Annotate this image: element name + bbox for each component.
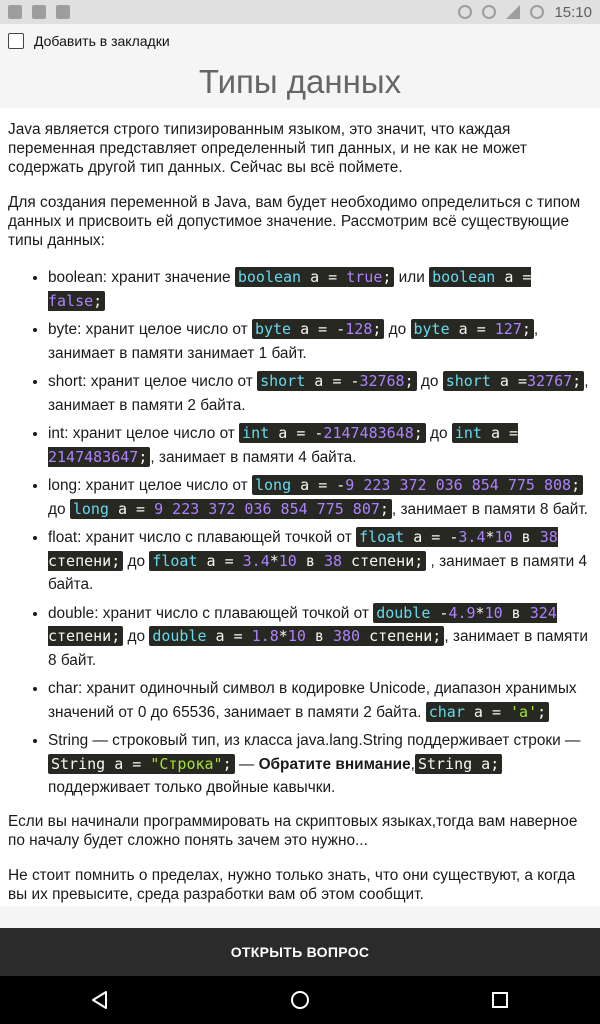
list-item-long: • long: хранит целое число от long a = -9 223 372 036 854 775 808; до long a = 9 223 372 036 854 775 807; , занимает в памяти 8 байт.	[48, 474, 592, 521]
list-item-boolean: • boolean: хранит значение boolean a = true; или boolean a = false;	[48, 266, 592, 313]
code-snippet: boolean a = false;	[48, 268, 532, 310]
back-button[interactable]	[76, 976, 124, 1024]
image-notification-icon	[8, 5, 22, 19]
list-item-byte: • byte: хранит целое число от byte a = -128; до byte a = 127; , занимает в памяти занимает 1 байт.	[48, 318, 592, 365]
status-bar	[0, 0, 600, 24]
code-snippet: long a = -9 223 372 036 854 775 808;	[252, 475, 583, 495]
code-snippet: boolean a = true;	[235, 267, 395, 287]
page-title: Типы данных	[198, 63, 402, 100]
sync-icon	[530, 5, 544, 19]
list-item-string: • String — строковый тип, из класса java.lang.String поддерживает строки — String a = "Строка"; — Обратите внимание, String a; поддерживает только двойные кавычки.	[48, 729, 592, 800]
list-item-int: • int: хранит целое число от int a = -2147483648; до int a = 2147483647; , занимает в памяти 4 байта.	[48, 422, 592, 469]
code-snippet: short a = -32768;	[257, 371, 417, 391]
article-content	[0, 108, 600, 906]
list-item-char: • char: хранит одиночный символ в кодировке Unicode, диапазон хранимых значений от 0 до 65536, занимает в памяти 2 байта. char a = 'a';	[48, 677, 592, 724]
recents-button[interactable]	[476, 976, 524, 1024]
code-snippet: float a = -3.4*10 в 38 степени;	[48, 528, 558, 570]
bookmark-label: Добавить в закладки	[34, 33, 170, 49]
code-snippet: byte a = 127;	[411, 319, 534, 339]
intro-paragraph-1: Java является строго типизированным языком, это значит, что каждая переменная представляет определенный тип данных, и не как не может содержать другой тип данных. Сейчас вы всё поймете.	[8, 121, 527, 176]
code-snippet: int a = -2147483648;	[239, 423, 426, 443]
code-snippet: long a = 9 223 372 036 854 775 807;	[70, 499, 392, 519]
code-snippet: String a = "Строка";	[48, 754, 235, 774]
signal-icon	[506, 5, 520, 19]
list-item-float: • float: хранит число с плавающей точкой от float a = -3.4*10 в 38 степени; до float a = 3.4*10 в 38 степени; , занимает в памяти 4 байта.	[48, 526, 592, 597]
alarm-icon	[482, 5, 496, 19]
code-snippet: double a = 1.8*10 в 380 степени;	[149, 626, 444, 646]
list-item-double: • double: хранит число с плавающей точкой от double -4.9*10 в 324 степени; до double a = 1.8*10 в 380 степени; , занимает в памяти 8 байт.	[48, 602, 592, 673]
back-icon	[90, 990, 110, 1010]
app-notification-icon	[56, 5, 70, 19]
list-item-short: • short: хранит целое число от short a = -32768; до short a =32767; , занимает в памяти 2 байта.	[48, 370, 592, 417]
code-snippet: short a =32767;	[443, 371, 584, 391]
code-snippet: byte a = -128;	[252, 319, 384, 339]
recents-icon	[490, 990, 510, 1010]
code-snippet: int a = 2147483647;	[48, 424, 519, 466]
do-not-disturb-icon	[458, 5, 472, 19]
outro-paragraph-2: Не стоит помнить о пределах, нужно только знать, что они существуют, а когда вы их превысите, среда разработки вам об этом сообщит.	[8, 866, 576, 903]
intro-paragraph-2: Для создания переменной в Java, вам будет необходимо определиться с типом данных и присвоить ей допустимое значение. Рассмотрим всё существующие типы данных:	[8, 194, 581, 249]
outro-paragraph-1: Если вы начинали программировать на скриптовых языках,тогда вам наверное по началу будет сложно понять зачем это нужно...	[8, 812, 578, 849]
clock: 15:10	[554, 3, 592, 21]
open-question-label: ОТКРЫТЬ ВОПРОС	[230, 944, 370, 960]
code-snippet: float a = 3.4*10 в 38 степени;	[149, 551, 426, 571]
navigation-bar	[0, 976, 600, 1024]
bookmark-checkbox[interactable]	[8, 33, 24, 49]
code-snippet: String a;	[415, 754, 502, 774]
home-button[interactable]	[276, 976, 324, 1024]
code-snippet: double -4.9*10 в 324 степени;	[48, 603, 557, 645]
open-question-button[interactable]	[0, 928, 600, 976]
data-types-list	[8, 266, 592, 800]
code-snippet: char a = 'a';	[426, 702, 549, 722]
home-icon	[290, 990, 310, 1010]
bookmark-row[interactable]	[0, 24, 600, 58]
school-notification-icon	[32, 5, 46, 19]
